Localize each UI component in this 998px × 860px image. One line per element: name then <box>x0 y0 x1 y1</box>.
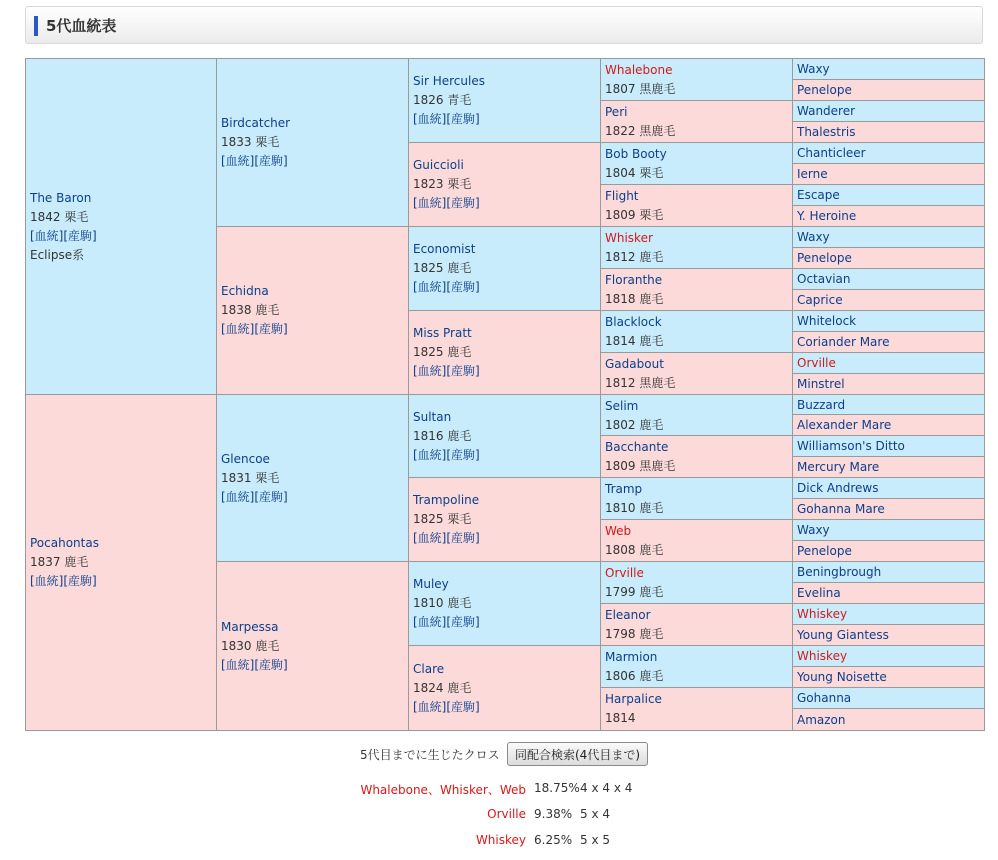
pedigree-link[interactable]: [血統] <box>221 154 255 168</box>
horse-name-link[interactable]: Williamson's Ditto <box>797 439 905 453</box>
pedigree-cell-gen4 <box>601 143 793 185</box>
pedigree-cell-gen5 <box>793 101 984 122</box>
pedigree-cell-gen5 <box>793 80 984 101</box>
cross-row <box>0 807 998 827</box>
pedigree-cell-gen2 <box>217 562 409 730</box>
pedigree-cell-gen4 <box>601 688 793 730</box>
cross-generations: 5 x 5 <box>580 833 610 847</box>
horse-name-link[interactable]: Young Giantess <box>797 628 889 642</box>
pedigree-cell-gen2 <box>217 59 409 227</box>
pedigree-cell-gen3 <box>409 227 601 311</box>
pedigree-cell-gen5 <box>793 59 984 80</box>
horse-name-link[interactable]: Gohanna <box>797 691 852 705</box>
horse-name-link[interactable]: Trampoline <box>413 493 480 507</box>
pedigree-cell-gen5 <box>793 311 984 332</box>
horse-name-link[interactable]: Whalebone <box>605 63 673 77</box>
pedigree-cell-gen4 <box>601 269 793 311</box>
pedigree-cell-gen5 <box>793 374 984 395</box>
pedigree-cell-gen5 <box>793 332 984 353</box>
horse-name-link[interactable]: Peri <box>605 105 628 119</box>
pedigree-link[interactable]: [血統] <box>413 531 447 545</box>
horse-name-link[interactable]: Penelope <box>797 83 852 97</box>
horse-name-link[interactable]: Gohanna Mare <box>797 502 885 516</box>
horse-birth-color: 1804 栗毛 <box>605 166 664 180</box>
horse-name-link[interactable]: Harpalice <box>605 692 662 706</box>
offspring-link[interactable]: [産駒] <box>446 364 480 378</box>
pedigree-cell-gen5 <box>793 625 984 646</box>
horse-birth-color: 1824 鹿毛 <box>413 680 472 695</box>
horse-name-link[interactable]: Miss Pratt <box>413 326 472 340</box>
horse-name-link[interactable]: Orville <box>605 566 644 580</box>
horse-name-link[interactable]: Marpessa <box>221 619 279 634</box>
offspring-link[interactable]: [産駒] <box>446 531 480 545</box>
offspring-link[interactable]: [産駒] <box>63 228 97 243</box>
pedigree-cell-gen4 <box>601 436 793 478</box>
pedigree-cell-gen5 <box>793 709 984 730</box>
horse-birth-color: 1816 鹿毛 <box>413 428 472 443</box>
pedigree-cell-gen4 <box>601 311 793 353</box>
horse-name-link[interactable]: Ierne <box>797 167 828 181</box>
cross-label: 5代目までに生じたクロス <box>360 748 500 762</box>
pedigree-cell-gen1 <box>26 59 217 395</box>
pedigree-link[interactable]: [血統] <box>413 196 447 210</box>
horse-name-link[interactable]: Orville <box>797 356 836 370</box>
horse-name-link[interactable]: Tramp <box>605 482 643 496</box>
pedigree-cell-gen4 <box>601 185 793 227</box>
horse-name-link[interactable]: Sultan <box>413 409 452 424</box>
horse-birth-color: 1812 鹿毛 <box>605 250 664 264</box>
pedigree-link[interactable]: [血統] <box>413 280 447 294</box>
pedigree-cell-gen3 <box>409 395 601 478</box>
horse-birth-color: 1826 青毛 <box>413 93 472 107</box>
pedigree-cell-gen5 <box>793 248 984 269</box>
horse-birth-color: 1798 鹿毛 <box>605 627 664 641</box>
pedigree-cell-gen5 <box>793 604 984 625</box>
horse-name-link[interactable]: Economist <box>413 242 476 256</box>
horse-name-link[interactable]: Selim <box>605 399 639 413</box>
pedigree-link[interactable]: [血統] <box>413 615 447 629</box>
offspring-link[interactable]: [産駒] <box>446 615 480 629</box>
horse-name-link[interactable]: Alexander Mare <box>797 418 892 432</box>
pedigree-cell-gen5 <box>793 269 984 290</box>
pedigree-cell-gen4 <box>601 101 793 143</box>
cross-row <box>0 781 998 801</box>
pedigree-cell-gen5 <box>793 541 984 562</box>
header-accent-bar <box>34 16 38 36</box>
pedigree-cell-gen5 <box>793 646 984 667</box>
cross-percent: 6.25% <box>534 833 573 847</box>
offspring-link[interactable]: [産駒] <box>446 447 480 462</box>
horse-name-link[interactable]: Echidna <box>221 284 269 298</box>
horse-name-link[interactable]: Wanderer <box>797 104 856 118</box>
horse-birth-color: 1825 鹿毛 <box>413 261 472 275</box>
pedigree-cell-gen4 <box>601 227 793 269</box>
pedigree-cell-gen2 <box>217 227 409 395</box>
pedigree-cell-gen3 <box>409 143 601 227</box>
horse-birth-color: 1812 黒鹿毛 <box>605 376 676 390</box>
horse-name-link[interactable]: The Baron <box>30 190 92 205</box>
horse-name-link[interactable]: Web <box>605 524 632 538</box>
pedigree-cell-gen4 <box>601 604 793 646</box>
horse-birth-color: 1825 栗毛 <box>413 512 472 526</box>
pedigree-cell-gen3 <box>409 59 601 143</box>
cross-horse-names[interactable]: Whiskey <box>475 833 526 847</box>
pedigree-cell-gen5 <box>793 436 984 457</box>
pedigree-cell-gen5 <box>793 688 984 709</box>
pedigree-link[interactable]: [血統] <box>221 322 255 336</box>
horse-birth-color: 1830 鹿毛 <box>221 638 280 653</box>
horse-name-link[interactable]: Muley <box>413 577 449 591</box>
pedigree-cell-gen5 <box>793 206 984 227</box>
offspring-link[interactable]: [産駒] <box>446 196 480 210</box>
pedigree-cell-gen4 <box>601 520 793 562</box>
offspring-link[interactable]: [産駒] <box>254 657 288 672</box>
horse-name-link[interactable]: Dick Andrews <box>797 481 879 495</box>
horse-name-link[interactable]: Evelina <box>797 586 841 600</box>
offspring-link[interactable]: [産駒] <box>254 489 288 504</box>
cross-horse-names[interactable]: Whalebone、Whisker、Web <box>360 783 526 797</box>
pedigree-cell-gen4 <box>601 562 793 604</box>
offspring-link[interactable]: [産駒] <box>446 699 480 714</box>
horse-name-link[interactable]: Marmion <box>605 650 658 664</box>
pedigree-cell-gen4 <box>601 59 793 101</box>
horse-birth-color: 1814 鹿毛 <box>605 334 664 348</box>
pedigree-cell-gen5 <box>793 457 984 478</box>
offspring-link[interactable]: [産駒] <box>254 154 288 168</box>
horse-birth-color: 1802 鹿毛 <box>605 418 664 432</box>
horse-name-link[interactable]: Gadabout <box>605 357 664 371</box>
pedigree-cell-gen3 <box>409 311 601 395</box>
offspring-link[interactable]: [産駒] <box>254 322 288 336</box>
pedigree-cell-gen4 <box>601 353 793 395</box>
horse-name-link[interactable]: Glencoe <box>221 451 270 466</box>
horse-birth-color: 1825 鹿毛 <box>413 345 472 359</box>
horse-name-link[interactable]: Thalestris <box>797 125 856 139</box>
horse-name-link[interactable]: Floranthe <box>605 273 663 287</box>
horse-name-link[interactable]: Young Noisette <box>797 670 887 684</box>
horse-birth-color: 1837 鹿毛 <box>30 555 89 569</box>
horse-birth-color: 1799 鹿毛 <box>605 585 664 599</box>
horse-name-link[interactable]: Waxy <box>797 523 830 537</box>
cross-generations: 4 x 4 x 4 <box>580 781 633 795</box>
horse-name-link[interactable]: Whisker <box>605 231 653 245</box>
pedigree-cell-gen5 <box>793 227 984 248</box>
horse-birth-color: 1808 鹿毛 <box>605 543 664 557</box>
cross-percent: 9.38% <box>534 807 573 821</box>
horse-birth-color: 1822 黒鹿毛 <box>605 124 676 138</box>
horse-name-link[interactable]: Bacchante <box>605 440 669 454</box>
horse-name-link[interactable]: Amazon <box>797 712 846 727</box>
horse-birth-color: 1818 鹿毛 <box>605 292 664 306</box>
horse-birth-color: 1806 鹿毛 <box>605 669 664 683</box>
section-header <box>25 6 983 44</box>
pedigree-cell-gen5 <box>793 122 984 143</box>
horse-birth-color: 1810 鹿毛 <box>413 596 472 610</box>
pedigree-cell-gen5 <box>793 562 984 583</box>
pedigree-table <box>25 58 985 731</box>
pedigree-link[interactable]: [血統] <box>221 657 255 672</box>
horse-birth-color: 1814 <box>605 711 636 725</box>
horse-name-link[interactable]: Waxy <box>797 62 830 76</box>
pedigree-link[interactable]: [血統] <box>413 699 447 714</box>
horse-name-link[interactable]: Flight <box>605 189 639 203</box>
offspring-link[interactable]: [産駒] <box>446 280 480 294</box>
horse-name-link[interactable]: Coriander Mare <box>797 335 890 349</box>
pedigree-cell-gen4 <box>601 646 793 688</box>
cross-generations: 5 x 4 <box>580 807 610 821</box>
horse-name-link[interactable]: Sir Hercules <box>413 74 485 88</box>
horse-name-link[interactable]: Buzzard <box>797 397 846 412</box>
horse-birth-color: 1809 栗毛 <box>605 208 664 222</box>
cross-horse-names[interactable]: Orville <box>487 807 526 821</box>
pedigree-cell-gen5 <box>793 290 984 311</box>
horse-name-link[interactable]: Blacklock <box>605 315 662 329</box>
horse-name-link[interactable]: Beningbrough <box>797 565 882 579</box>
horse-name-link[interactable]: Minstrel <box>797 377 845 391</box>
same-breeding-search-button[interactable]: 同配合検索(4代目まで) <box>507 742 648 766</box>
horse-birth-color: 1838 鹿毛 <box>221 303 280 317</box>
horse-name-link[interactable]: Bob Booty <box>605 147 667 161</box>
pedigree-link[interactable]: [血統] <box>413 364 447 378</box>
horse-birth-color: 1823 栗毛 <box>413 177 472 191</box>
horse-birth-color: 1809 黒鹿毛 <box>605 459 676 473</box>
horse-name-link[interactable]: Penelope <box>797 544 852 558</box>
cross-row <box>0 833 998 853</box>
offspring-link[interactable]: [産駒] <box>446 112 480 126</box>
horse-name-link[interactable]: Caprice <box>797 293 843 307</box>
page-title: 5代血統表 <box>46 17 117 35</box>
horse-name-link[interactable]: Mercury Mare <box>797 460 880 474</box>
horse-name-link[interactable]: Eleanor <box>605 608 651 622</box>
pedigree-cell-gen5 <box>793 520 984 541</box>
pedigree-link[interactable]: [血統] <box>30 574 64 588</box>
pedigree-link[interactable]: [血統] <box>221 489 255 504</box>
pedigree-cell-gen3 <box>409 562 601 646</box>
pedigree-cell-gen3 <box>409 646 601 730</box>
horse-name-link[interactable]: Escape <box>797 188 840 202</box>
horse-birth-color: 1833 栗毛 <box>221 135 280 149</box>
pedigree-cell-gen5 <box>793 395 984 415</box>
offspring-link[interactable]: [産駒] <box>63 574 97 588</box>
cross-percent: 18.75% <box>534 781 580 795</box>
horse-name-link[interactable]: Clare <box>413 661 445 676</box>
pedigree-link[interactable]: [血統] <box>413 447 447 462</box>
pedigree-cell-gen5 <box>793 499 984 520</box>
pedigree-cell-gen3 <box>409 478 601 562</box>
horse-name-link[interactable]: Guiccioli <box>413 158 464 172</box>
horse-name-link[interactable]: Y. Heroine <box>797 209 857 223</box>
horse-name-link[interactable]: Birdcatcher <box>221 116 291 130</box>
pedigree-cell-gen5 <box>793 143 984 164</box>
pedigree-cell-gen5 <box>793 415 984 436</box>
pedigree-cell-gen2 <box>217 395 409 562</box>
horse-name-link[interactable]: Penelope <box>797 251 852 265</box>
horse-name-link[interactable]: Whitelock <box>797 314 857 328</box>
horse-birth-color: 1831 栗毛 <box>221 470 280 485</box>
horse-birth-color: 1810 鹿毛 <box>605 501 664 515</box>
pedigree-cell-gen5 <box>793 353 984 374</box>
horse-name-link[interactable]: Whiskey <box>797 649 848 663</box>
pedigree-link[interactable]: [血統] <box>413 112 447 126</box>
pedigree-cell-gen4 <box>601 395 793 436</box>
horse-birth-color: 1842 栗毛 <box>30 209 89 224</box>
pedigree-link[interactable]: [血統] <box>30 228 64 243</box>
pedigree-cell-gen4 <box>601 478 793 520</box>
horse-name-link[interactable]: Octavian <box>797 272 851 286</box>
horse-name-link[interactable]: Waxy <box>797 230 830 244</box>
pedigree-cell-gen5 <box>793 185 984 206</box>
horse-birth-color: 1807 黒鹿毛 <box>605 82 676 96</box>
pedigree-cell-gen5 <box>793 478 984 499</box>
pedigree-cell-gen5 <box>793 164 984 185</box>
horse-name-link[interactable]: Whiskey <box>797 607 848 621</box>
horse-name-link[interactable]: Chanticleer <box>797 146 866 160</box>
horse-name-link[interactable]: Pocahontas <box>30 536 99 550</box>
sire-line-label: Eclipse系 <box>30 247 85 262</box>
pedigree-cell-gen5 <box>793 667 984 688</box>
pedigree-cell-gen5 <box>793 583 984 604</box>
pedigree-cell-gen1 <box>26 395 217 730</box>
